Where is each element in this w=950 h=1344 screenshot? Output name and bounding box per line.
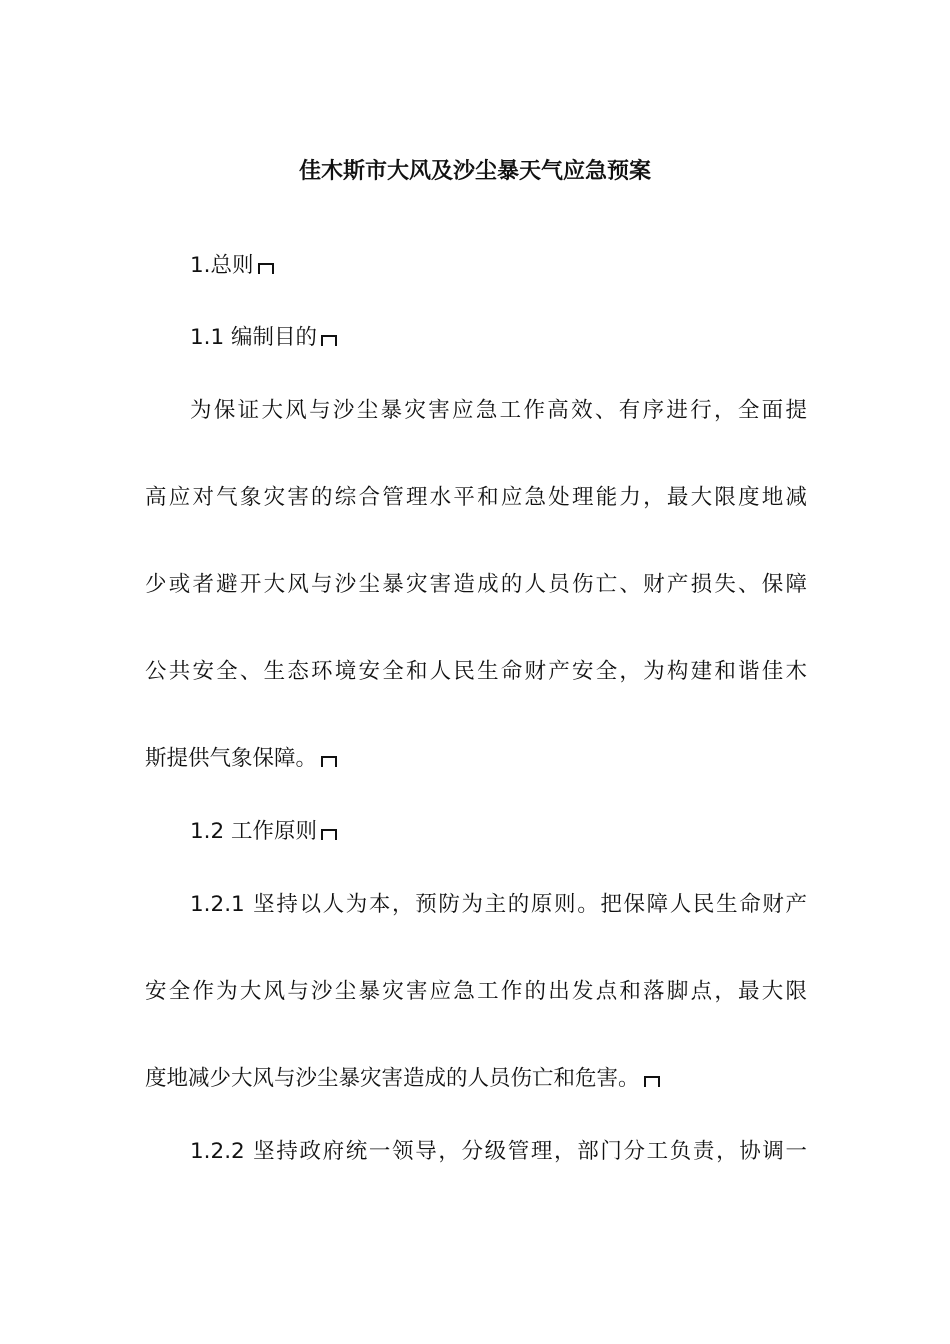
paragraph-mark-icon — [320, 753, 338, 767]
heading-text: 1.1 编制目的 — [190, 325, 318, 350]
body-line: 为保证大风与沙尘暴灾害应急工作高效、有序进行，全面提 — [190, 398, 807, 423]
body-line: 1.2.1 坚持以人为本，预防为主的原则。把保障人民生命财产 — [190, 892, 807, 917]
paragraph-mark-icon — [320, 826, 338, 840]
body-text: 斯提供气象保障。 — [145, 746, 318, 771]
paragraph-mark-icon — [257, 260, 275, 274]
body-line-last — [145, 739, 807, 779]
body-line: 安全作为大风与沙尘暴灾害应急工作的出发点和落脚点，最大限 — [145, 979, 807, 1004]
body-line: 高应对气象灾害的综合管理水平和应急处理能力，最大限度地减 — [145, 485, 807, 510]
body-line: 1.2.2 坚持政府统一领导，分级管理，部门分工负责，协调一 — [190, 1139, 807, 1164]
document-title: 佳木斯市大风及沙尘暴天气应急预案 — [298, 159, 651, 184]
heading-purpose — [190, 318, 807, 358]
heading-text: 1.总则 — [190, 253, 254, 278]
body-line: 公共安全、生态环境安全和人民生命财产安全，为构建和谐佳木 — [145, 659, 807, 684]
paragraph-mark-icon — [643, 1073, 661, 1087]
body-line: 少或者避开大风与沙尘暴灾害造成的人员伤亡、财产损失、保障 — [145, 572, 807, 597]
heading-principles — [190, 812, 807, 852]
heading-text: 1.2 工作原则 — [190, 819, 318, 844]
heading-general — [190, 246, 807, 286]
body-text: 度地减少大风与沙尘暴灾害造成的人员伤亡和危害。 — [145, 1066, 640, 1091]
paragraph-mark-icon — [320, 332, 338, 346]
body-line-last — [145, 1059, 807, 1099]
